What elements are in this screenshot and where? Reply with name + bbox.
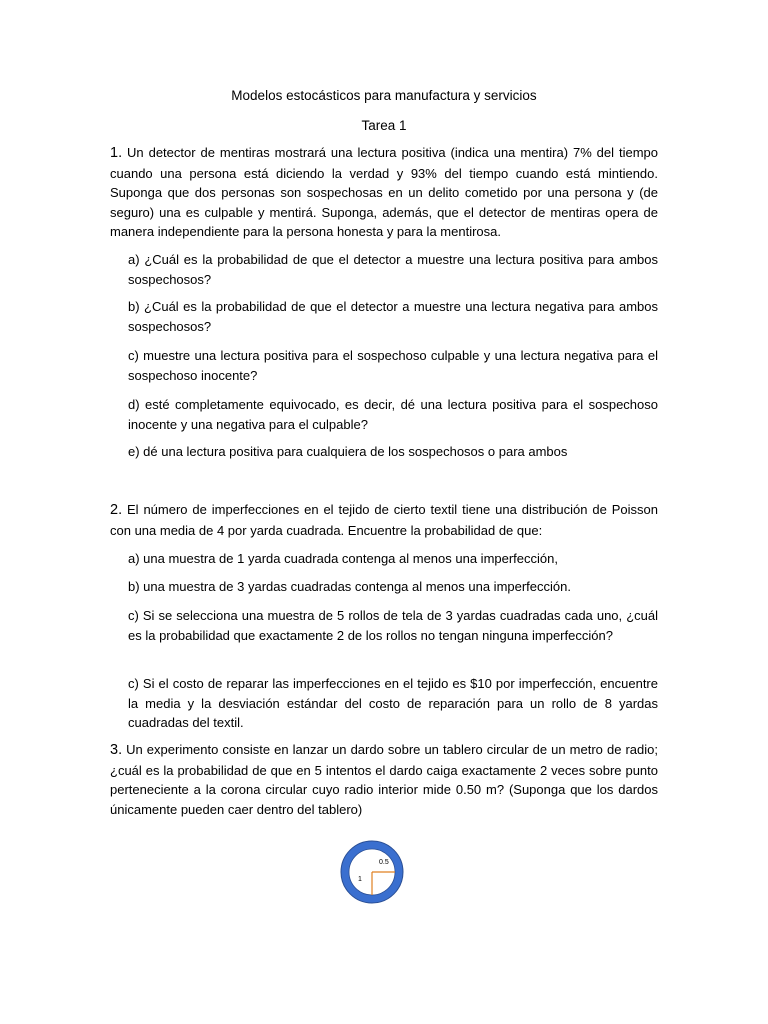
dartboard-diagram	[338, 838, 406, 906]
problem-1-item-d: d) esté completamente equivocado, es decir, dé una lectura positiva para el sospechoso inocente y una negativa para el culpable?	[128, 397, 658, 432]
problem-1-item-c: c) muestre una lectura positiva para el sospechoso culpable y una lectura negativa para el sospechoso inocente?	[128, 348, 658, 383]
problem-2-item-b: b) una muestra de 3 yardas cuadradas contenga al menos una imperfección.	[128, 579, 571, 594]
document-subtitle: Tarea 1	[361, 118, 407, 133]
problem-3-number: 3.	[110, 742, 123, 758]
problem-2-text: El número de imperfecciones en el tejido de cierto textil tiene una distribución de Poisson con una media de 4 por yarda cuadrada. Encuentre la probabilidad de que:	[110, 502, 658, 538]
problem-1-item-b: b) ¿Cuál es la probabilidad de que el detector a muestre una lectura negativa para ambos sospechosos?	[128, 299, 658, 334]
problem-3-text: Un experimento consiste en lanzar un dardo sobre un tablero circular de un metro de radio; ¿cuál es la probabilidad de que en 5 intentos el dardo caiga exactamente 2 veces sobre punto perteneciente a la corona circular cuyo radio interior mide 0.50 m? (Suponga que los dardos únicamente pueden caer dentro del tablero)	[110, 742, 658, 817]
problem-1-text: Un detector de mentiras mostrará una lectura positiva (indica una mentira) 7% del tiempo cuando una persona está diciendo la verdad y 93% del tiempo cuando está mintiendo. Suponga que dos personas son sospechosas en un delito cometido por una persona y (de seguro) una es culpable y mentirá. Suponga, además, que el detector de mentiras opera de manera independiente para la persona honesta y para la mentirosa.	[110, 145, 658, 239]
inner-radius-label: 0.5	[379, 859, 389, 866]
document-title: Modelos estocásticos para manufactura y servicios	[231, 88, 537, 103]
problem-2	[110, 500, 658, 540]
problem-3	[110, 740, 658, 819]
problem-1-number: 1.	[110, 145, 123, 161]
outer-radius-label: 1	[358, 876, 362, 883]
problem-2-item-c: c) Si se selecciona una muestra de 5 rollos de tela de 3 yardas cuadradas cada uno, ¿cuál es la probabilidad que exactamente 2 de los rollos no tengan ninguna imperfección?	[128, 608, 658, 643]
problem-1-item-a: a) ¿Cuál es la probabilidad de que el detector a muestre una lectura positiva para ambos sospechosos?	[128, 252, 658, 287]
problem-1	[110, 143, 658, 242]
problem-1-item-e: e) dé una lectura positiva para cualquiera de los sospechosos o para ambos	[128, 444, 568, 459]
problem-2-number: 2.	[110, 502, 123, 518]
problem-2-item-a: a) una muestra de 1 yarda cuadrada contenga al menos una imperfección,	[128, 551, 558, 566]
problem-2-item-c2: c) Si el costo de reparar las imperfecciones en el tejido es $10 por imperfección, encuentre la media y la desviación estándar del costo de reparación para un rollo de 8 yardas cuadradas del textil.	[128, 676, 658, 730]
